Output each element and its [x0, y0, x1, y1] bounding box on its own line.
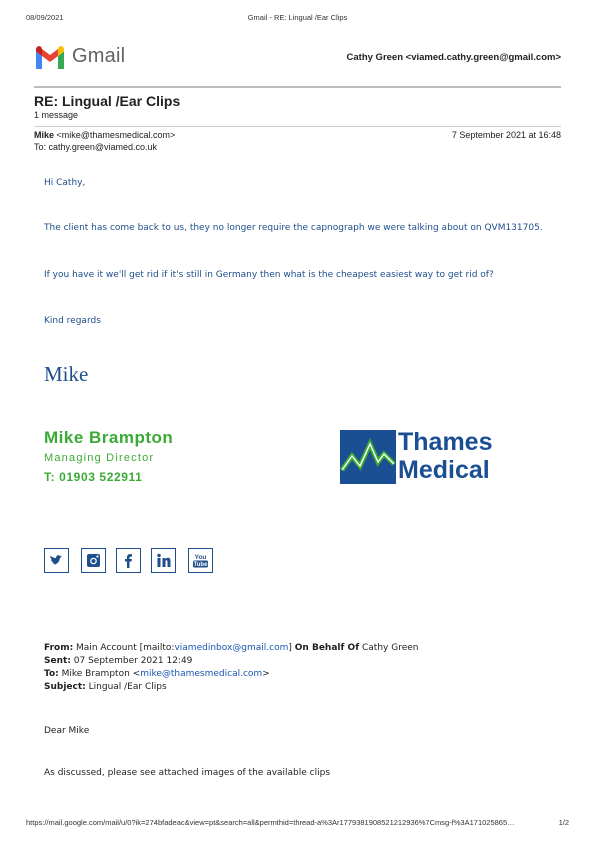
- instagram-icon[interactable]: [81, 548, 106, 573]
- signature-script: Mike: [44, 362, 89, 386]
- company-name: [398, 428, 492, 484]
- quoted-to-link[interactable]: mike@thamesmedical.com: [140, 669, 263, 679]
- signature-name: Mike Brampton: [44, 428, 174, 447]
- quoted-from-value: Main Account [mailto:: [76, 643, 175, 653]
- quoted-subject-value: Lingual /Ear Clips: [88, 682, 167, 692]
- facebook-icon[interactable]: [116, 548, 141, 573]
- quoted-subject-line: [44, 682, 167, 692]
- gmail-m-icon: [34, 45, 66, 69]
- account-email: Cathy Green <viamed.cathy.green@gmail.com>: [346, 52, 561, 63]
- divider: [34, 126, 561, 127]
- svg-text:Tube: Tube: [193, 562, 208, 568]
- quoted-sent-label: Sent:: [44, 656, 71, 666]
- print-date: 08/09/2021: [26, 13, 64, 22]
- greeting: Hi Cathy,: [44, 178, 86, 188]
- message-sender: [34, 130, 175, 140]
- quoted-from-after: ]: [288, 643, 292, 653]
- quoted-to-after: >: [262, 669, 270, 679]
- print-title: Gmail - RE: Lingual /Ear Clips: [247, 13, 348, 22]
- quoted-on-behalf-label: On Behalf Of: [294, 643, 360, 653]
- twitter-icon[interactable]: [44, 548, 69, 573]
- youtube-icon[interactable]: [188, 548, 213, 573]
- message-date: 7 September 2021 at 16:48: [451, 130, 561, 140]
- body-paragraph-2: If you have it we'll get rid if it's still in Germany then what is the cheapest easiest way to get rid of?: [44, 270, 494, 280]
- company-name-line-1: Thames: [398, 428, 493, 456]
- signature-phone: T: 01903 522911: [44, 470, 143, 484]
- svg-text:You: You: [194, 554, 207, 561]
- signature-role: Managing Director: [44, 452, 155, 464]
- print-page-number: 1/2: [558, 818, 569, 827]
- quoted-from-line: [44, 643, 418, 653]
- quoted-subject-label: Subject:: [44, 682, 86, 692]
- quoted-sent-line: [44, 656, 192, 666]
- divider: [34, 86, 561, 88]
- closing: Kind regards: [44, 316, 101, 326]
- quoted-to-value: Mike Brampton <: [61, 669, 141, 679]
- linkedin-icon[interactable]: [151, 548, 176, 573]
- sender-email: <mike@thamesmedical.com>: [56, 130, 176, 140]
- quoted-on-behalf-value: Cathy Green: [362, 643, 419, 653]
- quoted-from-label: From:: [44, 643, 74, 653]
- quoted-from-link[interactable]: viamedinbox@gmail.com: [174, 643, 289, 653]
- thread-subject: RE: Lingual /Ear Clips: [34, 93, 181, 109]
- quoted-to-label: To:: [44, 669, 59, 679]
- gmail-wordmark: Gmail: [72, 45, 126, 67]
- thames-medical-logo-icon: [340, 430, 396, 484]
- quoted-body: As discussed, please see attached images of the available clips: [44, 768, 331, 778]
- message-count: 1 message: [34, 110, 79, 120]
- sender-name: Mike: [34, 130, 55, 140]
- company-name-line-2: Medical: [398, 456, 490, 484]
- message-recipient: To: cathy.green@viamed.co.uk: [34, 142, 158, 152]
- quoted-sent-value: 07 September 2021 12:49: [73, 656, 193, 666]
- body-paragraph-1: The client has come back to us, they no longer require the capnograph we were talking about on QVM131705.: [44, 223, 543, 233]
- quoted-greeting: Dear Mike: [44, 726, 90, 736]
- quoted-to-line: [44, 669, 270, 679]
- print-footer-url: https://mail.google.com/mail/u/0?ik=274bfadeac&view=pt&search=all&permthid=thread-a%3Ar1779381908521212936%7Cmsg-f%3A171025865…: [26, 818, 515, 827]
